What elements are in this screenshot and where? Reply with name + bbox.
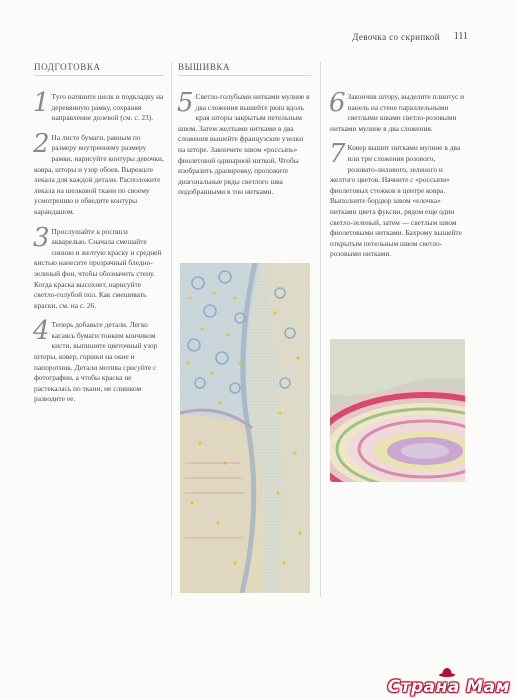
step-text: Ковер вышит нитками мулине в два или три сложения розового, розовато-лилового, зеленого и желтого цветов. Начните с «россыпи» фиолетовых стежков в центре ковра. Выполните бордюр швом «елочка» нитками цвета фуксии, рядом еще один светло-зеленый, затем — светлым швом фиолетовыми нитками. Бахрому вышейте открытым петельным швом светло-розовыми нитками. (330, 143, 462, 259)
step-1 (33, 88, 164, 124)
step-6 (329, 88, 465, 134)
embroidery-column (178, 62, 311, 207)
step-text: Светло-голубыми нитками мулине в два сложения вышейте рюш вдоль края шторы закрытым петельным швом. Затем желтыми нитками в два сложения вышейте французские узелки на шторе. Закончите швом «россыпь» фиолетовой одинарной ниткой. Чтобы изобразить драпировку, проложите диагональные ряды светлого шва подобранными в тон нитками. (178, 92, 310, 197)
embroidery-heading: ВЫШИВКА (178, 62, 311, 76)
step-7 (329, 139, 465, 260)
page-header (0, 30, 516, 46)
step-4 (33, 316, 164, 405)
step-text: Прослушайте к росписи акварелью. Сначала смешайте синюю и желтую краску и средней кистью нанесите прозрачный бледно-зеленый фон, чтобы обозначить стену. Когда краска высохнет, нарисуйте светло-голубой пол. Как смешивать краски, см. на с. 26. (34, 226, 162, 310)
preparation-column (34, 62, 164, 414)
running-title: Девочка со скрипкой (352, 32, 440, 42)
preparation-heading: ПОДГОТОВКА (34, 62, 164, 76)
step-3 (33, 222, 164, 312)
step-text: На листе бумаги, равным по размеру внутреннему размеру рамки, нарисуйте контуры девочки, ковра, шторы и узор обоев. Вырежьте лекала для каждой детали. Расположите лекала на шелковой ткани по своему усмотрению и обведите контуры карандашом. (34, 132, 164, 216)
step-2 (33, 128, 164, 218)
site-watermark: Страна Мам (387, 677, 510, 697)
step-number: 2 (33, 128, 50, 159)
step-number: 6 (329, 88, 346, 118)
hat-logo-icon (438, 667, 456, 677)
finishing-column (330, 62, 465, 269)
step-number: 4 (33, 316, 50, 347)
step-number: 7 (329, 139, 346, 170)
step-number: 1 (33, 88, 50, 118)
step-text: Закончив штору, выделите плинтус и панель на стене параллельными светлыми швами светло-розовыми нитками мулине в два сложения. (330, 92, 465, 133)
step-text: Туго натяните шелк и подкладку на деревянную рамку, сохраняя направление долевой (см. с. 23). (51, 92, 164, 123)
step-number: 5 (177, 88, 194, 118)
step-5 (177, 88, 311, 198)
step-text: Теперь добавьте детали. Легко касаясь бумаги тонким кончиком кисти, выпишите цветочный узор шторы, ковер, горшки на окне и папоротник. Детали мотива срисуйте с фотографии, а чтобы краска не растекалась по ткани, не слишком разводите ее. (34, 320, 158, 404)
page-number: 111 (453, 31, 468, 42)
step-number: 3 (33, 222, 50, 253)
column-divider (171, 62, 172, 597)
rug-embroidery-photo (330, 339, 465, 482)
curtain-embroidery-photo (180, 263, 310, 593)
column-divider (320, 62, 321, 597)
